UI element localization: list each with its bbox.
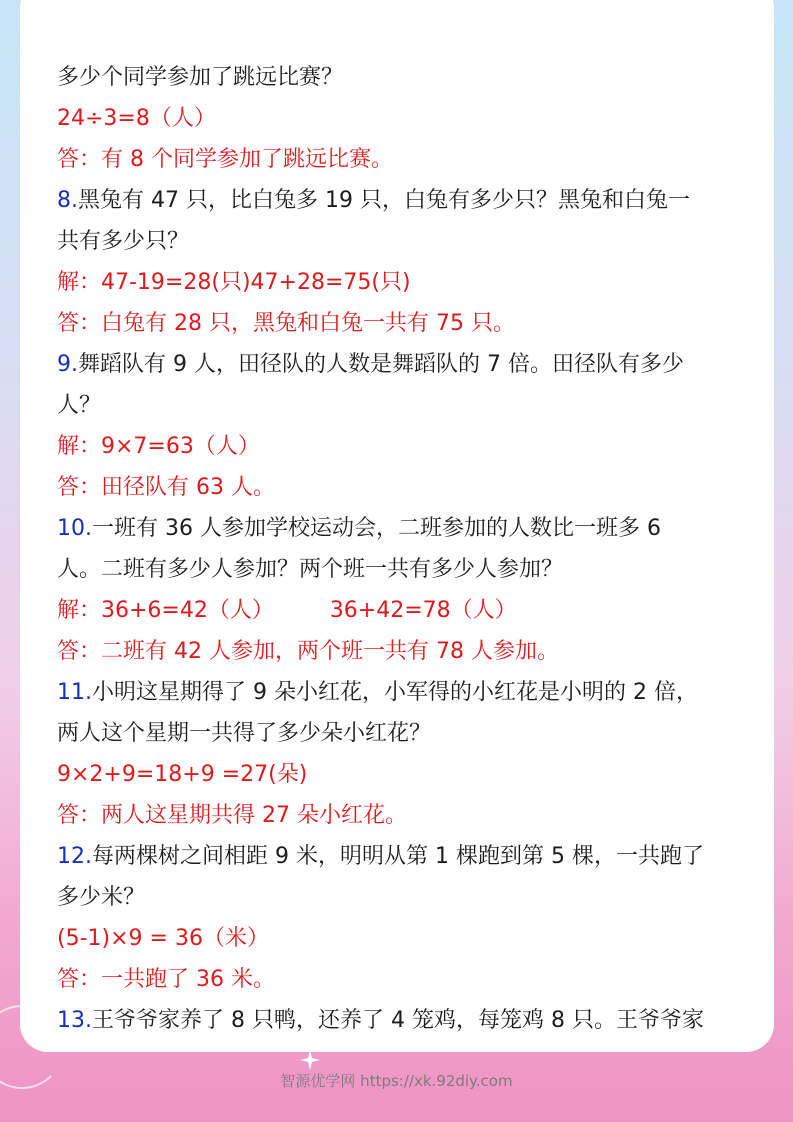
question-number: 8.: [57, 188, 78, 213]
question-number: 13.: [57, 1008, 92, 1033]
question-line: [57, 344, 747, 385]
answer-line: 9×2+9=18+9 =27(朵): [57, 762, 308, 787]
worksheet-content: [57, 57, 747, 1041]
text-line: 多少米？: [57, 885, 146, 910]
worksheet-card: [20, 0, 774, 1052]
answer-line: 答：田径队有 63 人。: [57, 475, 275, 500]
question-text: 王爷爷家养了 8 只鸭，还养了 4 笼鸡，每笼鸡 8 只。王爷爷家: [92, 1008, 704, 1033]
question-line: [57, 180, 747, 221]
answer-line: 解：9×7=63（人）: [57, 434, 260, 459]
answer-line: 解：36+6=42（人） 36+42=78（人）: [57, 598, 517, 623]
question-number: 11.: [57, 680, 92, 705]
answer-line: 解：47-19=28(只)47+28=75(只): [57, 270, 411, 295]
question-text: 黑兔有 47 只，比白兔多 19 只，白兔有多少只？黑兔和白兔一: [78, 188, 690, 213]
text-line: 共有多少只？: [57, 229, 190, 254]
question-line: [57, 1000, 747, 1041]
question-number: 12.: [57, 844, 92, 869]
answer-line: 答：二班有 42 人参加，两个班一共有 78 人参加。: [57, 639, 559, 664]
question-text: 每两棵树之间相距 9 米，明明从第 1 棵跑到第 5 棵，一共跑了: [92, 844, 704, 869]
question-line: [57, 672, 747, 713]
question-text: 小明这星期得了 9 朵小红花，小军得的小红花是小明的 2 倍，: [92, 680, 698, 705]
answer-line: (5-1)×9 = 36（米）: [57, 926, 269, 951]
answer-line: 答：两人这星期共得 27 朵小红花。: [57, 803, 407, 828]
question-line: [57, 836, 747, 877]
sparkle-icon: [300, 1050, 320, 1070]
question-number: 10.: [57, 516, 92, 541]
answer-line: 答：一共跑了 36 米。: [57, 967, 275, 992]
text-line: 两人这个星期一共得了多少朵小红花？: [57, 721, 432, 746]
footer-watermark: 智源优学网 https://xk.92diy.com: [280, 1072, 513, 1090]
text-line: 多少个同学参加了跳远比赛？: [57, 65, 344, 90]
text-line: 人？: [57, 393, 102, 418]
question-text: 一班有 36 人参加学校运动会，二班参加的人数比一班多 6: [92, 516, 661, 541]
text-line: 人。二班有多少人参加？两个班一共有多少人参加？: [57, 557, 564, 582]
answer-line: 答：有 8 个同学参加了跳远比赛。: [57, 147, 393, 172]
question-line: [57, 508, 747, 549]
question-number: 9.: [57, 352, 78, 377]
answer-line: 24÷3=8（人）: [57, 106, 216, 131]
question-text: 舞蹈队有 9 人，田径队的人数是舞蹈队的 7 倍。田径队有多少: [78, 352, 684, 377]
answer-line: 答：白兔有 28 只，黑兔和白兔一共有 75 只。: [57, 311, 515, 336]
